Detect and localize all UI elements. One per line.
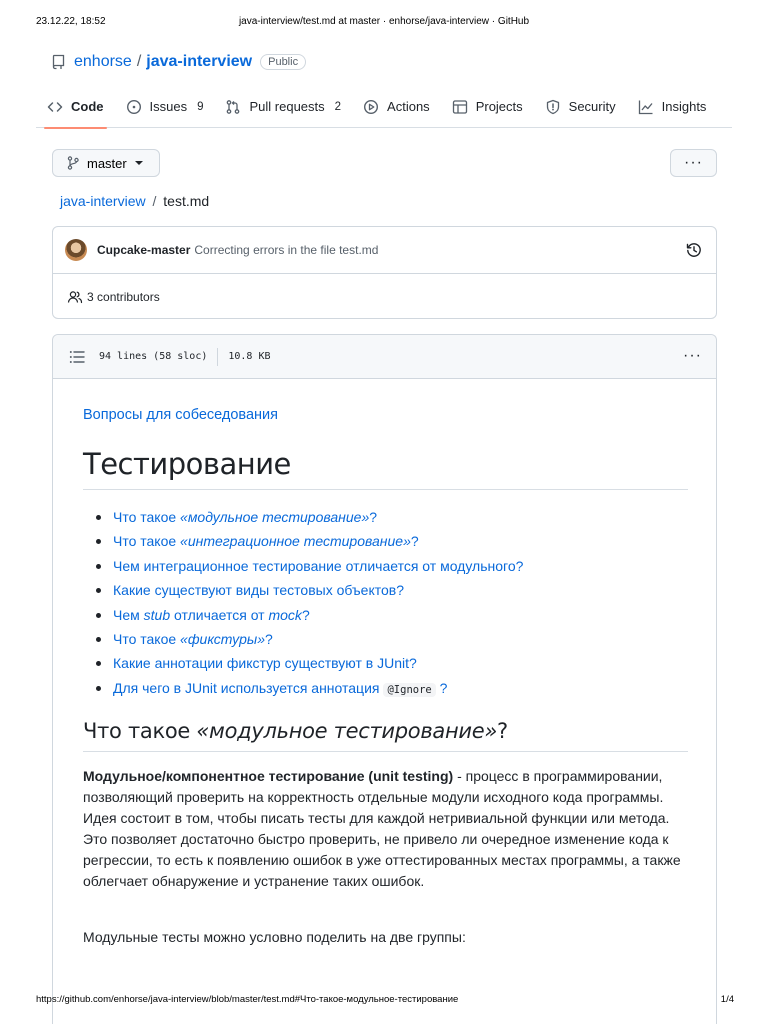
list-item[interactable] bbox=[83, 603, 523, 627]
issues-count: 9 bbox=[197, 100, 204, 113]
bold-term: Модульное/компонентное тестирование (unit testing) bbox=[83, 768, 454, 784]
table-icon bbox=[452, 99, 468, 115]
file-more-options-button[interactable]: ··· bbox=[683, 347, 702, 364]
tab-actions[interactable] bbox=[352, 86, 441, 128]
tab-projects[interactable] bbox=[441, 86, 534, 128]
breadcrumb-separator: / bbox=[152, 193, 157, 209]
repo-nav-tabs bbox=[36, 86, 732, 128]
latest-commit-row bbox=[53, 227, 716, 274]
issue-icon bbox=[126, 99, 142, 115]
toc-list bbox=[83, 505, 523, 700]
list-item[interactable] bbox=[83, 529, 523, 553]
tab-actions-label: Actions bbox=[387, 99, 430, 114]
toc-link[interactable]: Чем интеграционное тестирование отличается от модульного? bbox=[113, 557, 524, 574]
toc-link[interactable]: Какие существуют виды тестовых объектов? bbox=[113, 582, 405, 599]
breadcrumb-file: test.md bbox=[163, 193, 210, 209]
page-title: Тестирование bbox=[83, 447, 688, 490]
tab-security-label: Security bbox=[568, 99, 616, 114]
print-footer bbox=[0, 994, 768, 1008]
tab-security[interactable] bbox=[534, 86, 627, 128]
file-lines-info: 94 lines (58 sloc) bbox=[99, 351, 208, 362]
repo-owner-link[interactable]: enhorse bbox=[74, 53, 132, 70]
play-icon bbox=[363, 99, 379, 115]
toc-link[interactable]: Что такое «модульное тестирование»? bbox=[113, 509, 378, 525]
code-icon bbox=[47, 99, 63, 115]
tab-code[interactable] bbox=[36, 86, 115, 128]
list-item[interactable] bbox=[83, 627, 523, 651]
contributors-row[interactable] bbox=[53, 274, 716, 319]
print-title: java-interview/test.md at master · enhorse/java-interview · GitHub bbox=[238, 16, 530, 27]
shield-icon bbox=[545, 99, 561, 115]
file-header bbox=[53, 335, 716, 379]
tab-issues[interactable] bbox=[115, 86, 215, 128]
pull-request-icon bbox=[225, 99, 241, 115]
list-item[interactable] bbox=[83, 651, 523, 675]
history-icon[interactable] bbox=[686, 242, 702, 258]
print-header bbox=[0, 16, 768, 32]
section-heading: Что такое «модульное тестирование»? bbox=[83, 719, 688, 752]
tab-pull-requests[interactable] bbox=[214, 86, 352, 128]
toc-link[interactable]: Что такое «фикстуры»? bbox=[113, 630, 273, 647]
commit-message-link[interactable]: Correcting errors in the file test.md bbox=[194, 243, 379, 257]
toc-link[interactable]: Какие аннотации фикстур существуют в JUnit? bbox=[113, 655, 417, 672]
back-to-questions-link[interactable]: Вопросы для собеседования bbox=[83, 407, 278, 423]
repo-separator: / bbox=[136, 53, 142, 70]
toc-link[interactable]: Чем stub отличается от mock? bbox=[113, 606, 310, 623]
list-item[interactable] bbox=[83, 676, 523, 700]
tab-insights-label: Insights bbox=[661, 99, 707, 114]
toc-link[interactable]: Для чего в JUnit используется аннотация @Ignore ? bbox=[113, 679, 448, 696]
tab-projects-label: Projects bbox=[475, 99, 523, 114]
toc-link[interactable]: Что такое «интеграционное тестирование»? bbox=[113, 533, 419, 550]
branch-name: master bbox=[87, 155, 127, 171]
list-item[interactable] bbox=[83, 505, 523, 529]
paragraph: Модульное/компонентное тестирование (unit testing) - процесс в программировании, позволяющий проверить на корректность отдельные модули исходного кода программы. Идея состоит в том, чтобы писать тесты для каждой нетривиальной функции или метода. Это позволяет достаточно быстро проверить, не привело ли очередное изменение кода к регрессии, то есть к появлению ошибок в уже оттестированных местах программы, а также облегчает обнаружение и устранение таких ошибок. bbox=[83, 768, 681, 889]
contributors-count: 3 bbox=[87, 289, 94, 304]
breadcrumb-repo-link[interactable]: java-interview bbox=[60, 193, 146, 209]
contributors-label: contributors bbox=[97, 289, 160, 304]
tab-issues-label: Issues bbox=[149, 99, 188, 114]
inline-code: @Ignore bbox=[383, 683, 435, 697]
list-unordered-icon[interactable] bbox=[69, 350, 85, 364]
tab-pull-requests-label: Pull requests bbox=[249, 99, 325, 114]
chevron-down-icon bbox=[135, 161, 143, 165]
visibility-badge: Public bbox=[260, 54, 306, 70]
paragraph: Модульные тесты можно условно поделить на две группы: bbox=[83, 929, 466, 945]
git-branch-icon bbox=[67, 156, 79, 170]
repo-icon bbox=[52, 54, 66, 70]
file-info-divider bbox=[217, 348, 218, 366]
latest-commit-box bbox=[52, 226, 717, 319]
graph-icon bbox=[638, 99, 654, 115]
file-actions-more-button[interactable] bbox=[670, 149, 717, 177]
repo-name-link[interactable]: java-interview bbox=[146, 53, 253, 70]
pull-requests-count: 2 bbox=[334, 100, 342, 113]
file-viewer bbox=[52, 334, 717, 1024]
breadcrumb bbox=[60, 193, 209, 209]
repo-header bbox=[52, 50, 306, 74]
file-size: 10.8 KB bbox=[228, 351, 271, 362]
avatar[interactable] bbox=[65, 239, 87, 261]
branch-select-button[interactable] bbox=[52, 149, 160, 177]
print-url: https://github.com/enhorse/java-interview/blob/master/test.md#Что-такое-модульное-тестирование bbox=[36, 994, 459, 1005]
kebab-horizontal-icon: ··· bbox=[684, 154, 703, 171]
tab-code-label: Code bbox=[71, 99, 104, 114]
list-item[interactable] bbox=[83, 578, 523, 602]
people-icon bbox=[67, 290, 83, 304]
commit-author-link[interactable]: Cupcake-master bbox=[97, 243, 191, 257]
tab-insights[interactable] bbox=[627, 86, 718, 128]
print-page-number: 1/4 bbox=[720, 994, 734, 1005]
list-item[interactable] bbox=[83, 554, 523, 578]
print-datetime: 23.12.22, 18:52 bbox=[36, 16, 106, 27]
